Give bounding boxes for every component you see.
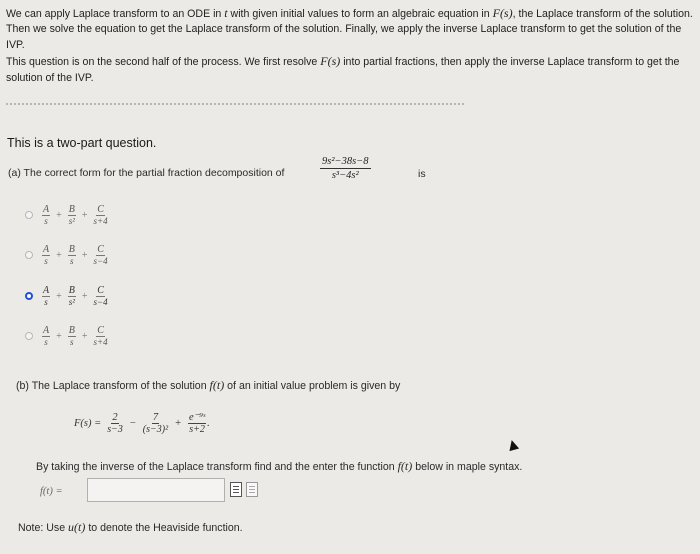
option-4-radio[interactable]	[25, 332, 33, 340]
option-2[interactable]: A s + $\frac{B}{s}$ + $\frac{C}{s-4}$	[25, 240, 109, 270]
option-2-radio[interactable]	[25, 251, 33, 259]
part-a-is: is	[418, 168, 426, 180]
option-3-radio-selected[interactable]	[25, 292, 33, 300]
part-b-label: (b) The Laplace transform of the solution f(t) of an initial value problem is given by	[16, 378, 401, 392]
part-a-fraction	[320, 156, 371, 181]
intro-paragraph-2: This question is on the second half of the process. We first resolve F(s) into partial fractions, then apply the inverse Laplace transform to get the solution of the IVP.	[6, 54, 680, 84]
answer-input[interactable]	[87, 478, 225, 502]
part-a-label: (a) The correct form for the partial fraction decomposition of	[8, 167, 285, 179]
option-3[interactable]: A s + $\frac{B}{\text{s²}}$ + $\frac{C}{s-4}$	[25, 281, 109, 311]
intro-text	[6, 6, 696, 87]
preview-icon[interactable]	[246, 482, 258, 497]
part-a-numerator: 9s²−38s−8	[322, 156, 369, 167]
mouse-cursor-icon	[507, 439, 519, 451]
answer-label: f(t) =	[40, 486, 63, 497]
option-1-radio[interactable]	[25, 211, 33, 219]
dotted-divider	[6, 103, 464, 105]
instruction-text: By taking the inverse of the Laplace transform find and the enter the function f(t) below in maple syntax.	[36, 459, 523, 473]
option-4[interactable]: A s + $\frac{B}{s}$ + $\frac{C}{s+4}$	[25, 321, 109, 351]
laplace-expression: F(s) = $\frac{2}{s-3}$ − $\frac{7}{\text{(s−3)²}}$ + $\frac{\text{e⁻⁹ˢ}}{s+2}$ .	[74, 412, 210, 435]
note-text: Note: Use u(t) to denote the Heaviside function.	[18, 520, 243, 534]
two-part-heading: This is a two-part question.	[7, 136, 157, 150]
intro-paragraph-1: We can apply Laplace transform to an ODE in t with given initial values to form an algebraic equation in F(s), the Laplace transform of the solution. Then we solve the equation to get the Laplace transform of the solution. Finally, we apply the inverse Laplace transform to get the solution of the IVP.	[6, 6, 693, 51]
part-a-denominator: s³−4s²	[331, 170, 359, 181]
option-1[interactable]: A s + $\frac{B}{\text{s²}}$ + $\frac{C}{s+4}$	[25, 200, 109, 230]
equation-editor-icon[interactable]	[230, 482, 242, 497]
